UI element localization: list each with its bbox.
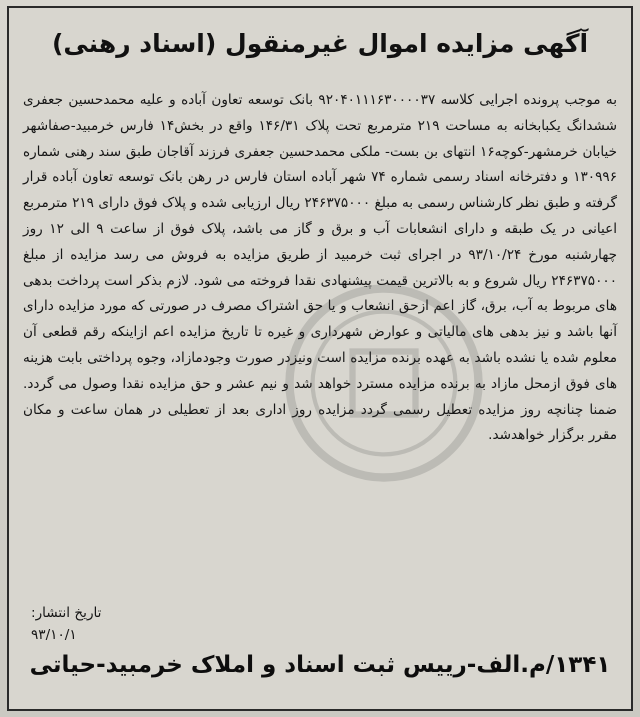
notice-signature: ۱۳۴۱/م.الف-رییس ثبت اسناد و املاک خرمبید-حیاتی: [29, 652, 611, 678]
notice-title: آگهی مزایده اموال غیرمنقول (اسناد رهنی): [51, 29, 589, 58]
publish-date-label: تاریخ انتشار:: [31, 605, 102, 621]
publish-date-block: [31, 602, 211, 646]
notice-body: به موجب پرونده اجرایی کلاسه ۹۲۰۴۰۱۱۱۶۳۰۰۰۰۳۷ بانک توسعه تعاون آباده و علیه محمدحسین جعفری ششدانگ یکبابخانه به مساحت ۲۱۹ مترمربع تحت پلاک ۱۴۶/۳۱ واقع در بخش۱۴ فارس خرمبید-صفاشهر خیابان خرمشهر-کوچه۱۶ انتهای بن بست- ملکی محمدحسین جعفری فرزند آقاجان طبق سند رهنی شماره ۱۳۰۹۹۶ و دفترخانه اسناد رسمی شماره ۷۴ شهر آباده استان فارس در رهن بانک توسعه تعاون آباده قرار گرفته و طبق نظر کارشناس رسمی به مبلغ ۲۴۶۳۷۵۰۰۰ ریال ارزیابی شده و پلاک فوق دارای ۲۱۹ مترمربع اعیانی در یک طبقه و دارای انشعابات آب و برق و گاز می باشد، پلاک فوق از ساعت ۹ الی ۱۲ روز چهارشنبه مورخ ۹۳/۱۰/۲۴ در اجرای ثبت خرمبید از طریق مزایده به فروش می رسد مزایده از مبلغ ۲۴۶۳۷۵۰۰۰ ریال شروع و به بالاترین قیمت پیشنهادی نقدا فروخته می شود. لازم بذکر است پرداخت بدهی های مربوط به آب، برق، گاز اعم ازحق انشعاب و یا حق اشتراک مصرف در صورتی که مورد مزایده دارای آنها باشد و نیز بدهی های مالیاتی و عوارض شهرداری و غیره تا تاریخ مزایده اعم ازاینکه رقم قطعی آن معلوم شده یا نشده باشد به عهده برنده مزایده است ونیزدر صورت وجودمازاد، وجوه پرداختی بابت هزینه های فوق ازمحل مازاد به برنده مزایده مسترد خواهد شد و نیم عشر و حق مزایده نقدا وصول می گردد. ضمنا چنانچه روز مزایده تعطیل رسمی گردد مزایده روز اداری بعد از تعطیلی در همان ساعت و مکان مقرر برگزار خواهدشد.: [23, 92, 618, 444]
notice-frame: [7, 6, 633, 711]
publish-date-value: ۹۳/۱۰/۱: [31, 627, 77, 643]
